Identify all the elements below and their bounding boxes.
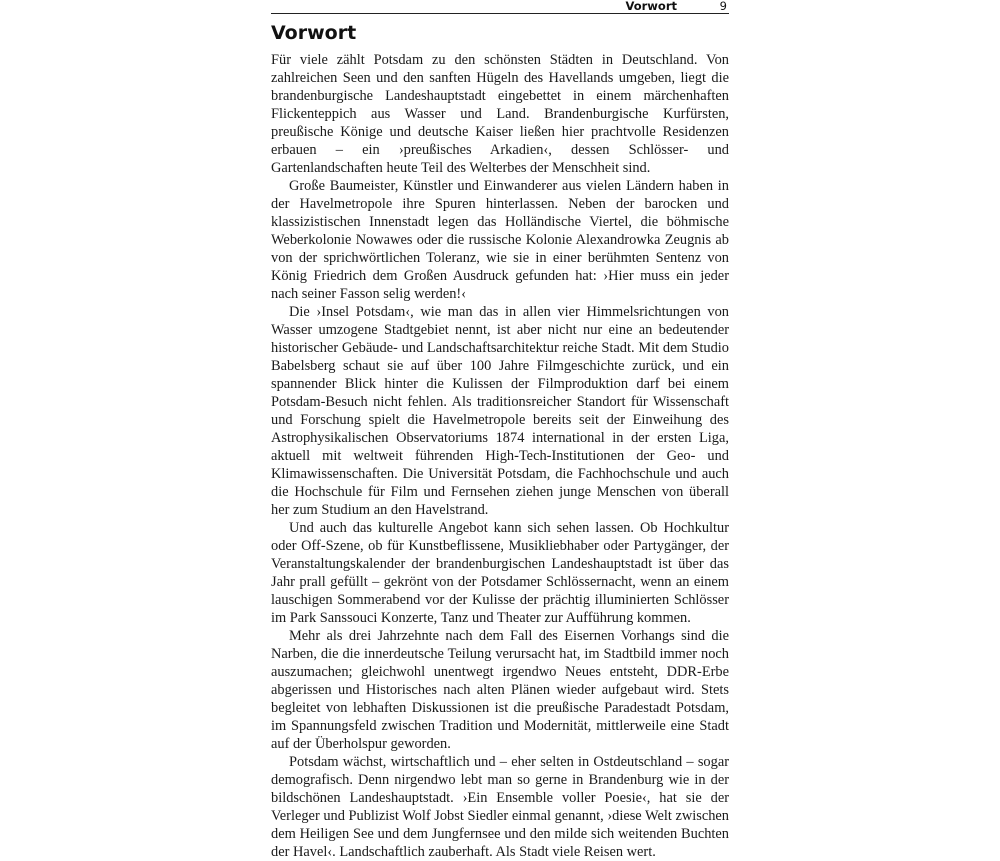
running-header-title: Vorwort <box>625 0 677 13</box>
paragraph: Große Baumeister, Künstler und Einwanderer aus vielen Ländern haben in der Havelmetropole ihre Spuren hinterlassen. Neben der barocken und klassizistischen Innenstadt legen das Holländische Viertel, die böhmische Weberkolonie Nowawes oder die russische Kolonie Alexandrowka Zeugnis ab von der sprichwörtlichen Toleranz, wie sie in einer berühmten Sentenz von König Friedrich dem Großen Ausdruck gefunden hat: ›Hier muss ein jeder nach seiner Fasson selig werden!‹ <box>271 178 729 302</box>
paragraph: Mehr als drei Jahrzehnte nach dem Fall des Eisernen Vorhangs sind die Narben, die die innerdeutsche Teilung verursacht hat, im Stadtbild immer noch auszumachen; gleichwohl unentwegt irgendwo Neues entsteht, DDR-Erbe abgerissen und Historisches nach alten Plänen wieder aufgebaut wird. Stets begleitet von lebhaften Diskussionen ist die preußische Paradestadt Potsdam, im Spannungsfeld zwischen Tradition und Modernität, mittlerweile eine Stadt auf der Überholspur geworden. <box>271 628 729 752</box>
paragraph: Die ›Insel Potsdam‹, wie man das in allen vier Himmelsrichtungen von Wasser umzogene Stadtgebiet nennt, ist aber nicht nur eine an bedeutender historischer Gebäude- und Landschaftsarchitektur reiche Stadt. Mit dem Studio Babelsberg schaut sie auf über 100 Jahre Filmgeschichte zurück, und ein spannender Blick hinter die Kulissen der Filmproduktion darf bei einem Potsdam-Besuch nicht fehlen. Als traditionsreicher Standort für Wissenschaft und Forschung spielt die Havelmetropole bereits seit der Einweihung des Astrophysikalischen Observatoriums 1874 international in der ersten Liga, aktuell mit weltweit führenden High-Tech-Institutionen der Geo- und Klimawissenschaften. Die Universität Potsdam, die Fachhochschule und auch die Hochschule für Film und Fernsehen ziehen junge Menschen von überall her zum Studium an den Havelstrand. <box>271 304 729 518</box>
page-number: 9 <box>719 0 727 13</box>
chapter-title: Vorwort <box>271 22 357 44</box>
paragraph: Und auch das kulturelle Angebot kann sich sehen lassen. Ob Hochkultur oder Off-Szene, ob für Kunstbeflissene, Musikliebhaber oder Partygänger, der Veranstaltungskalender der brandenburgischen Landeshauptstadt ist über das Jahr prall gefüllt – gekrönt von der Potsdamer Schlössernacht, wenn an einem lauschigen Sommerabend vor der Kulisse der prächtig illuminierten Schlösser im Park Sanssouci Konzerte, Tanz und Theater zur Aufführung kommen. <box>271 520 729 626</box>
paragraph: Potsdam wächst, wirtschaftlich und – eher selten in Ostdeutschland – sogar demografisch. Denn nirgendwo lebt man so gerne in Brandenburg wie in der bildschönen Landeshauptstadt. ›Ein Ensemble voller Poesie‹, hat sie der Verleger und Publizist Wolf Jobst Siedler einmal genannt, ›diese Welt zwischen dem Heiligen See und dem Jungfernsee und den milde sich weitenden Buchten der Havel‹. Landschaftlich zauberhaft. Als Stadt viele Reisen wert. <box>271 754 729 860</box>
body-text <box>271 51 729 861</box>
running-header <box>271 0 729 14</box>
paragraph: Für viele zählt Potsdam zu den schönsten Städten in Deutschland. Von zahlreichen Seen und den sanften Hügeln des Havellands umgeben, liegt die brandenburgische Landeshauptstadt eingebettet in einem märchenhaften Flickenteppich aus Wasser und Land. Brandenburgische Kurfürsten, preußische Könige und deutsche Kaiser ließen hier prachtvolle Residenzen erbauen – ein ›preußisches Arkadien‹, dessen Schlösser- und Gartenlandschaften heute Teil des Welterbes der Menschheit sind. <box>271 52 729 176</box>
